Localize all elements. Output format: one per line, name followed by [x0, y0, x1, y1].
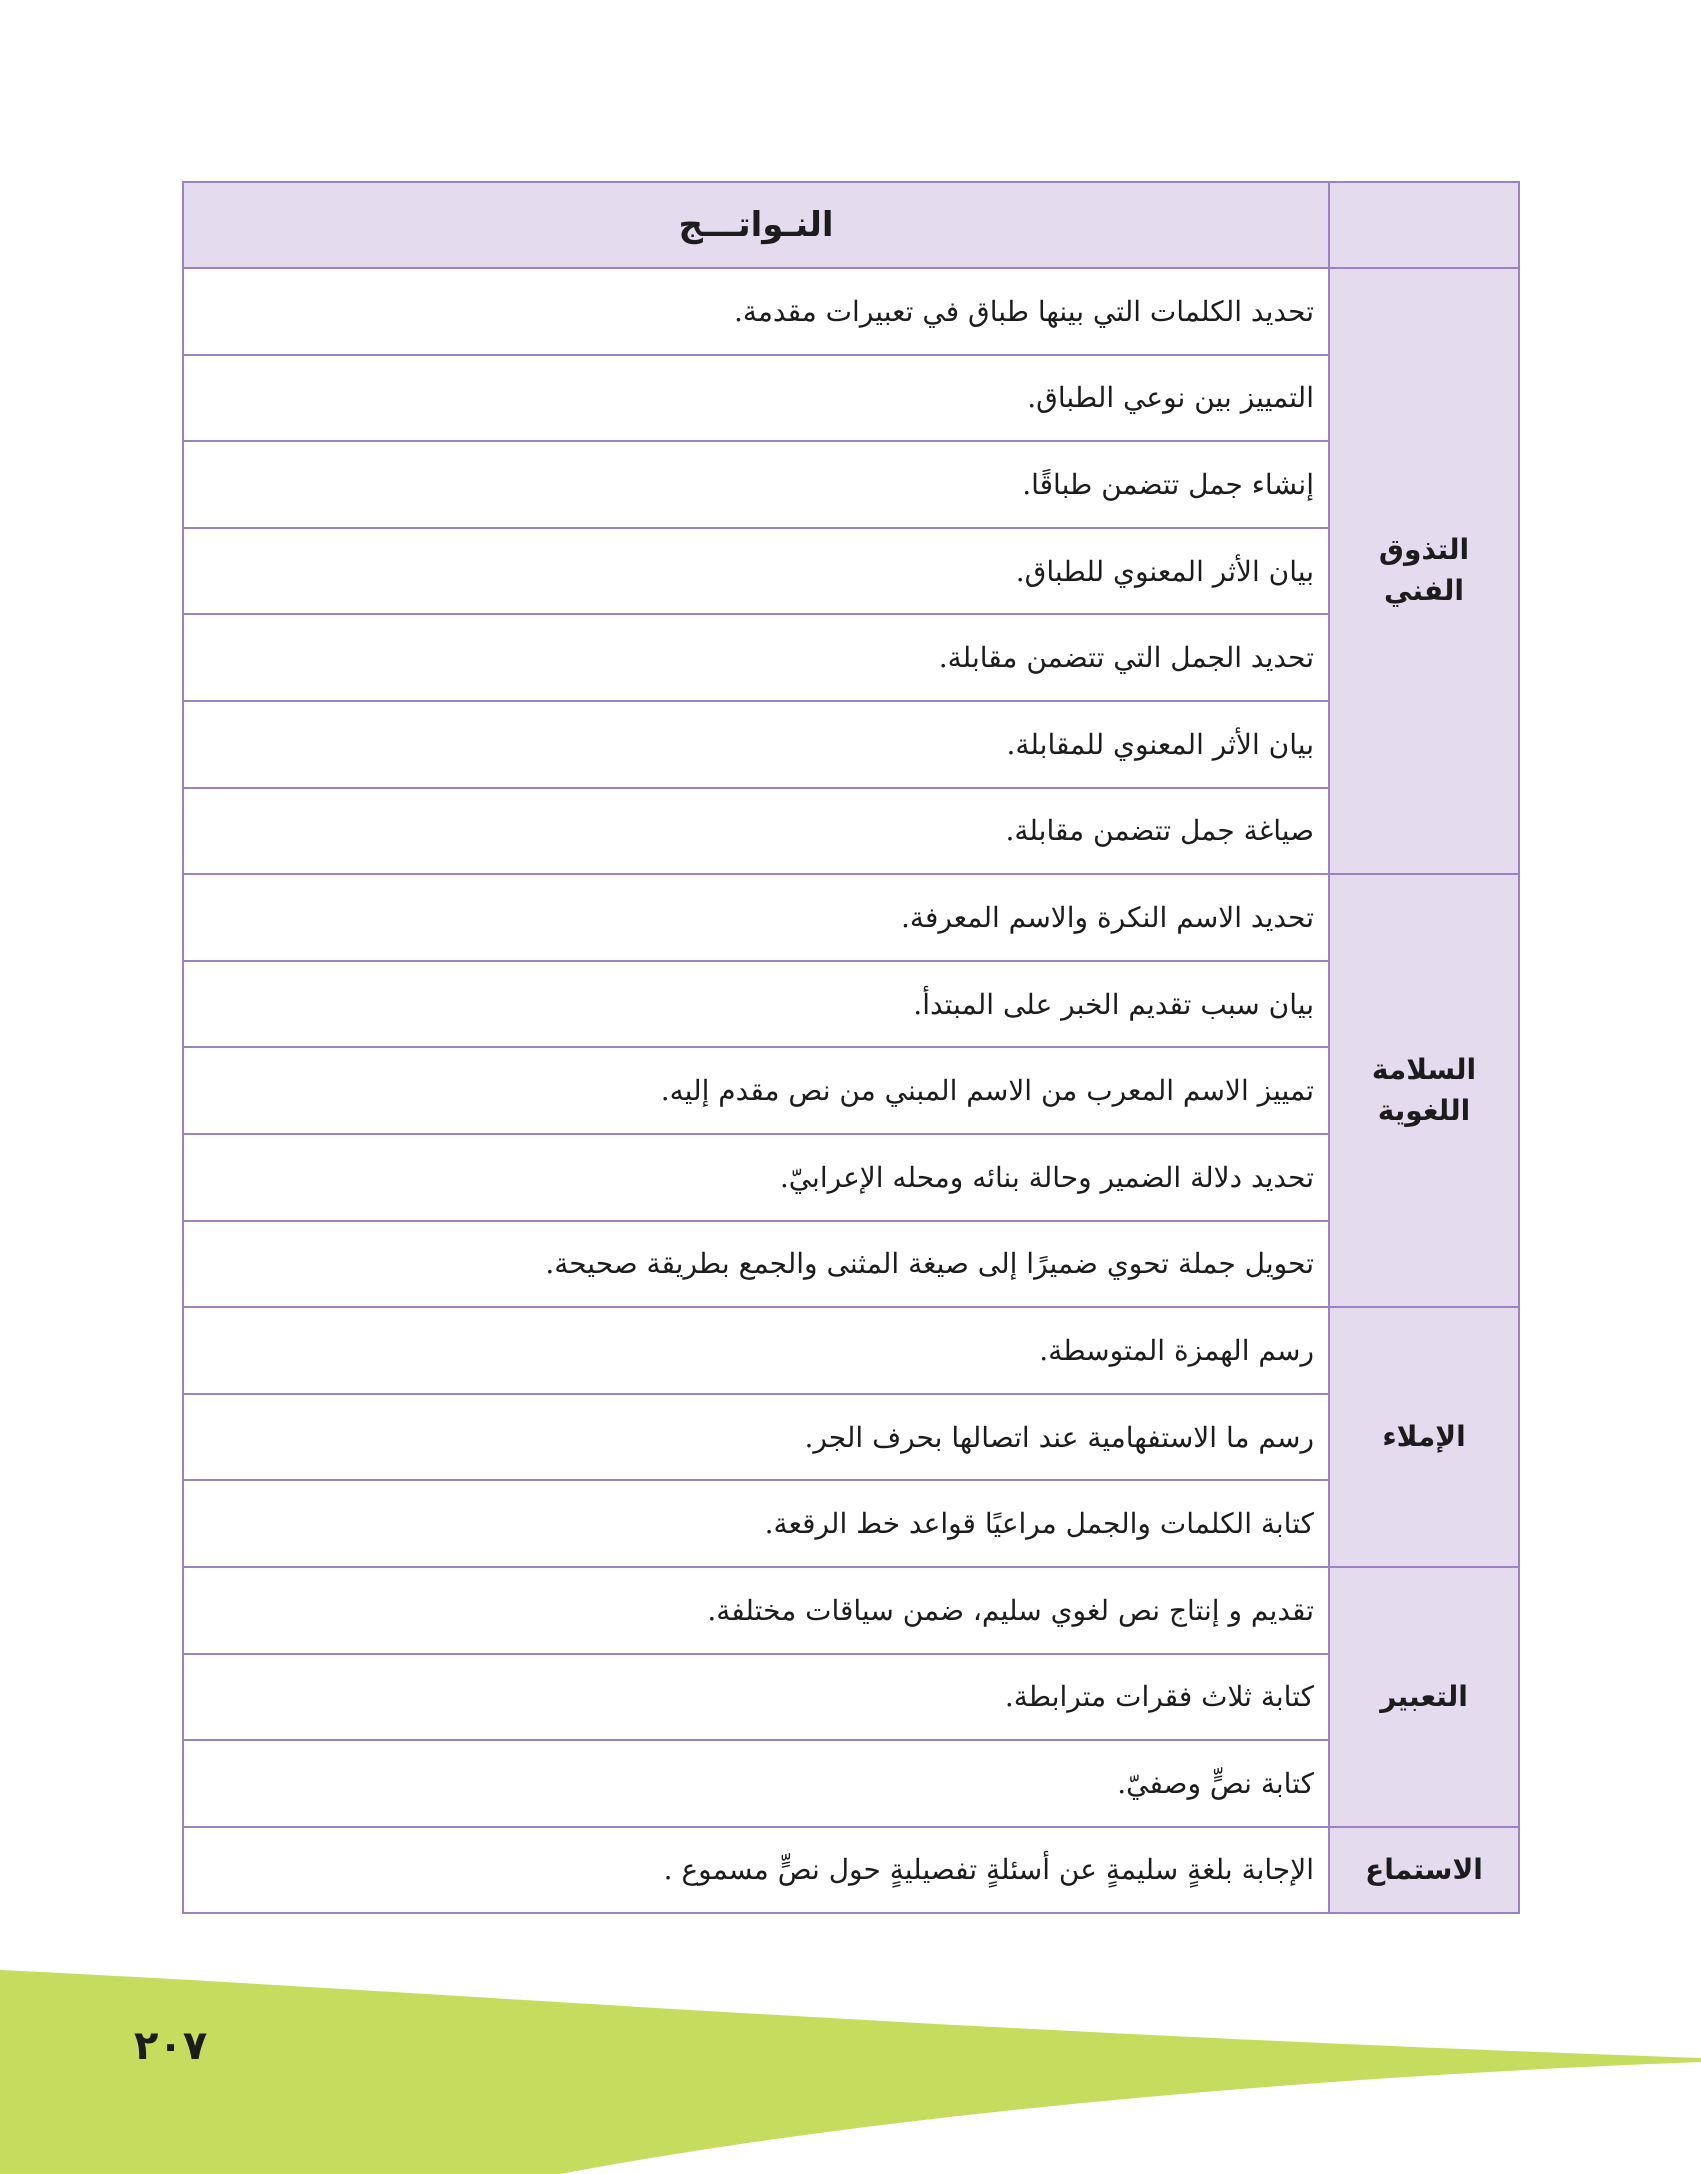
outcome-row	[183, 961, 1519, 1048]
outcome-cell: كتابة ثلاث فقرات مترابطة.	[183, 1654, 1329, 1741]
outcomes-table	[182, 181, 1520, 1914]
outcome-row	[183, 614, 1519, 701]
outcome-cell: بيان الأثر المعنوي للطباق.	[183, 528, 1329, 615]
outcome-row	[183, 1740, 1519, 1827]
outcome-row	[183, 1394, 1519, 1481]
outcome-row	[183, 1134, 1519, 1221]
outcome-row	[183, 874, 1519, 961]
domain-cell	[1329, 1307, 1519, 1567]
outcome-cell: رسم ما الاستفهامية عند اتصالها بحرف الجر.	[183, 1394, 1329, 1481]
table-header-row	[183, 182, 1519, 268]
outcome-row	[183, 1827, 1519, 1914]
domain-label: الإملاء	[1382, 1419, 1466, 1453]
page-number: ٢٠٧	[134, 2023, 208, 2069]
domain-label: التذوق الفني	[1378, 533, 1470, 608]
outcome-row	[183, 441, 1519, 528]
outcome-row	[183, 1567, 1519, 1654]
domain-cell	[1329, 874, 1519, 1307]
outcome-cell: تقديم و إنتاج نص لغوي سليم، ضمن سياقات مختلفة.	[183, 1567, 1329, 1654]
outcome-cell: تحويل جملة تحوي ضميرًا إلى صيغة المثنى والجمع بطريقة صحيحة.	[183, 1221, 1329, 1308]
outcome-cell: صياغة جمل تتضمن مقابلة.	[183, 788, 1329, 875]
outcome-cell: إنشاء جمل تتضمن طباقًا.	[183, 441, 1329, 528]
outcome-row	[183, 268, 1519, 355]
outcome-cell: تحديد الكلمات التي بينها طباق في تعبيرات مقدمة.	[183, 268, 1329, 355]
outcome-row	[183, 1221, 1519, 1308]
outcome-row	[183, 1307, 1519, 1394]
footer-wave-shape	[0, 1970, 1701, 2174]
outcome-cell: تحديد دلالة الضمير وحالة بنائه ومحله الإعرابيّ.	[183, 1134, 1329, 1221]
header-domain-cell	[1329, 182, 1519, 268]
outcome-cell: رسم الهمزة المتوسطة.	[183, 1307, 1329, 1394]
outcome-row	[183, 528, 1519, 615]
domain-label: التعبير	[1380, 1679, 1468, 1713]
outcome-row	[183, 701, 1519, 788]
outcome-cell: كتابة الكلمات والجمل مراعيًا قواعد خط الرقعة.	[183, 1480, 1329, 1567]
domain-cell	[1329, 268, 1519, 874]
domain-label: السلامة اللغوية	[1371, 1053, 1477, 1127]
outcome-cell: بيان سبب تقديم الخبر على المبتدأ.	[183, 961, 1329, 1048]
outcome-cell: التمييز بين نوعي الطباق.	[183, 355, 1329, 442]
outcome-row	[183, 1480, 1519, 1567]
footer-green-band	[0, 1950, 1701, 2174]
outcome-cell: تمييز الاسم المعرب من الاسم المبني من نص مقدم إليه.	[183, 1047, 1329, 1134]
domain-cell	[1329, 1567, 1519, 1827]
outcome-row	[183, 1047, 1519, 1134]
domain-cell	[1329, 1827, 1519, 1914]
outcome-cell: بيان الأثر المعنوي للمقابلة.	[183, 701, 1329, 788]
outcome-row	[183, 1654, 1519, 1741]
outcome-cell: تحديد الجمل التي تتضمن مقابلة.	[183, 614, 1329, 701]
outcome-cell: تحديد الاسم النكرة والاسم المعرفة.	[183, 874, 1329, 961]
outcome-cell: الإجابة بلغةٍ سليمةٍ عن أسئلةٍ تفصيليةٍ حول نصٍّ مسموع .	[183, 1827, 1329, 1914]
outcome-row	[183, 355, 1519, 442]
domain-label: الاستماع	[1365, 1852, 1483, 1886]
outcome-row	[183, 788, 1519, 875]
outcome-cell: كتابة نصٍّ وصفيّ.	[183, 1740, 1329, 1827]
header-outcomes-cell: النـواتـــج	[183, 182, 1329, 268]
